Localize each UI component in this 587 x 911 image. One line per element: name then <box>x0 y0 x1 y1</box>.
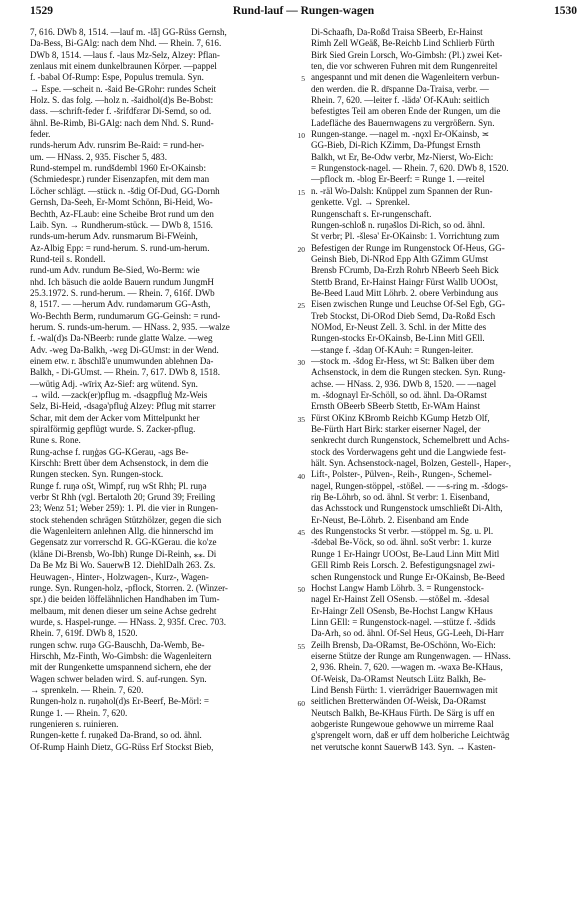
text-line: Kirschh: Brett über dem Achsenstock, in dem die <box>30 458 209 469</box>
left-column <box>30 27 293 907</box>
line-number: 30 <box>297 358 305 368</box>
text-line: genkette. Vgl. → Sprenkel. <box>311 197 410 208</box>
text-line: -šdebǝl Be-Vöck, so od. ähnl. soSt verbr: 1. kurze <box>311 537 492 548</box>
text-line: Heuwagen-, Hinter-, Holzwagen-, Kurz-, Wagen- <box>30 571 209 582</box>
text-line: (Schmiedespr.) runder Eisenzapfen, mit dem man <box>30 174 210 185</box>
text-line: Selz, Bi-Heid, -dsagǝ'pfluġ Alzey: Pflug mit starrer <box>30 401 216 412</box>
text-line: Bechth, Az-FLaub: eine Scheibe Brot rund um den <box>30 208 214 219</box>
text-line: aobgeriste Rungewoue gehowwe un mirreme Raal <box>311 718 494 729</box>
text-line: 25.3.1972. S. rund-herum. — Rhein. 7, 616f. DWb <box>30 287 215 298</box>
text-line: Ladefläche des Bauernwagens zu vergrößern. Syn. <box>311 117 495 128</box>
text-line: Rungen-schloß n. ruŋǝšlos Di-Rich, so od. ähnl. <box>311 219 485 230</box>
text-line: Be-Beed Laud Mitt Löhrb. 2. obere Verbindung aus <box>311 287 499 298</box>
text-line: —stange f. -šdaŋ Of-KAuh: = Rungen-leiter. <box>311 344 474 355</box>
text-line: Brensb FCrumb, Da-Erzh Rohrb NBeerb Seeh Bick <box>311 265 499 276</box>
text-line: ähnl. Be-Rimb, Bi-GAlg: nach dem Nhd. S. Rund- <box>30 117 214 128</box>
line-number: 40 <box>297 471 305 481</box>
text-line: Di-Schaafh, Da-Roßd Traisa SBeerb, Er-Hainst <box>311 27 483 37</box>
text-line: Balkh, wt Er, Be-Odw verbr, Mz-Nierst, Wo-Eich: <box>311 151 494 162</box>
text-line: Hochst Langw Hamb Löhrb. 3. = Rungenstock- <box>311 582 484 593</box>
left-page-number: 1529 <box>30 5 53 17</box>
text-line: Rund-teil s. Rondell. <box>30 253 106 264</box>
text-line: achse. — HNass. 2, 936. DWb 8, 1520. — —nagel <box>311 378 497 389</box>
text-line: Rungen-stange. —nagel m. -nǫxl Er-OKainsb, ≍ <box>311 129 490 140</box>
text-line: (kläne Di-Brensb, Wo-Ibh) Runge Di-Reinh, ⁎⁎. Di <box>30 548 217 559</box>
text-line: GG-Bieb, Di-Rich KZimm, Da-Pfungst Ernsth <box>311 140 481 151</box>
text-line: Wo-Bechth Berm, rundumǝrum GG-Geinsh: = rund- <box>30 310 221 321</box>
text-line: —wütig Adj. -wīriҳ Az-Sief: arg wütend. Syn. <box>30 378 198 389</box>
text-line: = Rungenstock-nagel. — Rhein. 7, 620. DWb 8, 1520. <box>311 163 509 174</box>
text-line: nagel Er-Hainst Zell OSensb. —stößel m. -šdesǝl <box>311 594 490 605</box>
text-line: Lind Bensh Fürth: 1. vierrädriger Bauernwagen mit <box>311 684 498 695</box>
text-line: 2, 936. Rhein. 7, 620. —wagen m. -waxǝ Be-KHaus, <box>311 662 503 673</box>
text-line: Birk Sied Grein Lorsch, Wo-Gimbsh: (Pl.) zwei Ket- <box>311 49 503 60</box>
text-line: rund-um Adv. rundum Be-Sied, Wo-Berm: wie <box>30 265 200 276</box>
text-line: DWb 8, 1514. —laus f. -laus Mz-Selz, Alzey: Pflan- <box>30 49 220 60</box>
text-line: runds-herum Adv. runsrim Be-Raid: = rund-her- <box>30 140 205 151</box>
text-line: Fürst OKinz KBromb Reichb KGump Hetzb Olf, <box>311 412 490 423</box>
page-header <box>30 5 577 23</box>
text-line: stock des Vorderwagens geht und die Langwiede fest- <box>311 446 506 457</box>
text-line: 8, 1517. — —herum Adv. rundǝmǝrum GG-Asth, <box>30 299 211 310</box>
text-line: runge. Syn. Rungen-holz, -pflock, Storren. 2. (Winzer- <box>30 582 228 593</box>
text-line: Gegensatz zur vorrerschd R. GG-KGerau. die ko'ze <box>30 537 217 548</box>
text-line: spr.) die beiden löffelähnlichen Handhaben im Tum- <box>30 594 220 605</box>
text-line: Rungen-stocks Er-OKainsb, Be-Linn Mitl GEll. <box>311 333 485 344</box>
text-line: Geinsh Bieb, Di-NRod Epp Alth GZimm GUmst <box>311 253 489 264</box>
text-line: wurde, s. Haspel-runge. — HNass. 2, 935f. Crec. 703. <box>30 616 226 627</box>
text-line: Achsenstock, in dem die Rungen stecken. Syn. Rung- <box>311 367 506 378</box>
text-line: GEll Rimb Reis Lorsch. 2. Befestigungsnagel zwi- <box>311 560 495 571</box>
text-line: Hirschh, Mz-Finth, Wo-Gimbsh: die Wagenleitern <box>30 650 212 661</box>
text-line: Lift-, Polster-, Pülven-, Reih-, Rungen-, Schemel- <box>311 469 492 480</box>
line-number: 20 <box>297 244 305 254</box>
text-line: Adv. -weg Da-Balkh, -wɛg Di-GUmst: in der Wend. <box>30 344 219 355</box>
text-line: Ernsth OBeerb SBeerb Stettb, Er-WAm Hainst <box>311 401 481 412</box>
text-line: → sprenkeln. — Rhein. 7, 620. <box>30 684 144 695</box>
text-line: 7, 616. DWb 8, 1514. —lauf m. -lǟ] GG-Rüss Gernsh, <box>30 27 227 37</box>
text-line: Runge f. ruŋǝ oSt, Wimpf, ruŋ wSt Rhh; Pl. ruŋǝ <box>30 480 207 491</box>
text-line: Rungenschaft s. Er-rungenschaft. <box>311 208 432 219</box>
text-line: Linn GEll: = Rungenstock-nagel. —stütze f. -šdids <box>311 616 496 627</box>
text-line: Löcher schlägt. —stück n. -šdig Of-Dud, GG-Dornh <box>30 185 220 196</box>
text-line: befestigtes Teil am oberen Ende der Rungen, um die <box>311 106 501 117</box>
text-line: Balkh, - Di-GUmst. — Rhein. 7, 617. DWb 8, 1518. <box>30 367 220 378</box>
text-line: stock stehenden schrägen Stützhölzer, gegen die sich <box>30 514 222 525</box>
text-line: Eisen zwischen Runge und Leuchse Of-Sel Egb, GG- <box>311 299 505 310</box>
line-number: 10 <box>297 131 305 141</box>
text-line: dass. —schrift-feder f. -šrifdfɛrǝr Di-Semd, so od. <box>30 106 212 117</box>
text-line: Rhein. 7, 620. —leiter f. -lädǝ' Of-KAuh: seitlich <box>311 95 490 106</box>
line-number: 25 <box>297 301 305 311</box>
line-number: 55 <box>297 641 305 651</box>
text-line: einem etw. r. ābschlǟ'e unumwunden ablehnen Da- <box>30 355 214 366</box>
text-line: des Rungenstocks St verbr. —stöppel m. Sg. u. Pl. <box>311 526 494 537</box>
text-line: net verutsche konnt SauerwB 143. Syn. → Kasten- <box>311 741 496 752</box>
text-line: Rungen stecken. Syn. Rungen-stock. <box>30 469 164 480</box>
text-line: rungenieren s. ruinieren. <box>30 718 119 729</box>
text-line: n. -räl Wo-Dalsh: Knüppel zum Spannen der Run- <box>311 185 493 196</box>
text-line: Holz. S. das folg. —holz n. -šaidhol(d)s Be-Bobst: <box>30 95 214 106</box>
line-number-gutter <box>287 27 307 907</box>
text-line: —stock m. -šdog Er-Hess, wt St: Balken über dem <box>311 355 495 366</box>
text-line: Wagen schwer beladen wird. S. auf-rungen. Syn. <box>30 673 207 684</box>
text-line: Treb Stockst, Di-ORod Dieb Semd, Da-Roßd Esch <box>311 310 496 321</box>
text-line: Er-Neust, Be-Löhrb. 2. Eisenband am Ende <box>311 514 469 525</box>
text-line: Rungen-holz n. ruŋǝhol(d)s Er-Beerf, Be-Mörl: = <box>30 696 209 707</box>
text-line: Da Be Mz Bi Wo. SauerwB 12. DiehlDalh 263. Zs. <box>30 560 216 571</box>
text-line: Rung-achse f. ruŋġǝs GG-KGerau, -ags Be- <box>30 446 189 457</box>
text-line: zenlaus mit einem dunkelbraunen Körper. —pappel <box>30 61 217 72</box>
text-line: g'sprengelt worn, daß er uff dem holberiche Leichtwäg <box>311 730 510 741</box>
text-line: nagel, Rungen-stöppel, -stößel. — —s-ring m. -šdogs- <box>311 480 508 491</box>
text-line: den werden. die R. dr̄spanne Da-Traisa, verbr. — <box>311 83 489 94</box>
text-line: riŋ Be-Löhrb, so od. ähnl. St verbr: 1. Eisenband, <box>311 492 490 503</box>
text-line: Laib. Syn. → Rundherum-stück. — DWb 8, 1516. <box>30 219 213 230</box>
text-line: Rund-stempel m. rundšdembl 1960 Er-OKainsb: <box>30 163 206 174</box>
text-line: Da-Bess, Bi-GAlg: nach dem Nhd. — Rhein. 7, 616. <box>30 38 222 49</box>
text-line: spiralförmig gepflügt wurde. S. Zacker-pflug. <box>30 424 196 435</box>
text-line: Rungen-kette f. ruŋǝkeḋ Da-Brand, so od. ähnl. <box>30 730 202 741</box>
text-line: das Achsstock und Rungenstock umschließt Di-Alth, <box>311 503 503 514</box>
text-line: Stettb Brand, Er-Hainst Haingr Fürst Wallb UOOst, <box>311 276 498 287</box>
text-line: —pflock m. -blog Er-Beerf: = Runge 1. —reitel <box>311 174 485 185</box>
text-line: mit der Rungenkette umspannend sichern, ehe der <box>30 662 212 673</box>
text-line: Schar, mit dem der Acker vom Mittelpunkt her <box>30 412 200 423</box>
text-line: herum. S. runds-um-herum. — HNass. 2, 935. —walze <box>30 321 230 332</box>
text-line: f. -babǝl Of-Rump: Espe, Populus tremula. Syn. <box>30 72 204 83</box>
text-line: Of-Rump Hainh Dietz, GG-Rüss Erf Stockst Bieb, <box>30 741 214 752</box>
text-line: Gernsh, Da-Seeh, Er-Momt Schönn, Bi-Heid, Wo- <box>30 197 213 208</box>
text-line: seitlichen Bretterwänden Of-Weisk, Da-ORamst <box>311 696 487 707</box>
text-line: Da-Arh, so od. ähnl. Of-Sel Heus, GG-Leeh, Di-Harr <box>311 628 504 639</box>
text-line: NOMod, Er-Neust Zell. 3. Schl. in der Mitte des <box>311 321 487 332</box>
text-line: nhd. Ich bäsuch die aolde Bauern rundum JungmH <box>30 276 214 287</box>
text-line: Az-Albig Epp: = rund-herum. S. rund-um-herum. <box>30 242 210 253</box>
text-line: hält. Syn. Achsenstock-nagel, Bolzen, Gestell-, Haper-, <box>311 458 512 469</box>
line-number: 45 <box>297 528 305 538</box>
text-line: → Espe. —scheit n. -šaid Be-GRohr: rundes Scheit <box>30 83 217 94</box>
text-line: Befestigen der Runge im Rungenstock Of-Heus, GG- <box>311 242 505 253</box>
text-line: runds-um-herum Adv. runsmǝrum Bi-FWeinh, <box>30 231 198 242</box>
text-line: die Wagenleitern anlehnen Allg. die hinnerschd im <box>30 526 214 537</box>
running-title: Rund-lauf — Rungen-wagen <box>232 5 375 17</box>
text-line: verbr St Rhh (vgl. Bertaloth 20; Grund 39; Freiling <box>30 492 216 503</box>
line-number: 35 <box>297 414 305 424</box>
text-line: schen Rungenstock und Runge Er-OKainsb, Be-Beed <box>311 571 505 582</box>
line-number: 60 <box>297 698 305 708</box>
text-line: Rimh Zell WGeäß, Be-Reichb Lind Schlierb Fürth <box>311 38 495 49</box>
text-line: feder. <box>30 129 51 140</box>
text-line: Runge 1 Er-Haingr UOOst, Be-Laud Linn Mitt Mitl <box>311 548 500 559</box>
text-line: Er-Haingr Zell OSensb, Be-Hochst Langw KHaus <box>311 605 493 616</box>
text-line: Of-Weisk, Da-ORamst Neutsch Lütz Balkh, Be- <box>311 673 486 684</box>
text-line: senkrecht durch Rungenstock, Schemelbrett und Achs- <box>311 435 510 446</box>
text-line: Zeilh Brensb, Da-ORamst, Be-OSchönn, Wo-Eich: <box>311 639 496 650</box>
text-line: Be-Fürth Hart Birk: starker eiserner Nagel, der <box>311 424 481 435</box>
right-page-number: 1530 <box>554 5 577 17</box>
text-line: f. -wal(d)s Da-NBeerb: runde glatte Walze. —weg <box>30 333 213 344</box>
text-line: rungen schw. ruŋǝ GG-Bauschh, Da-Wemb, Be- <box>30 639 205 650</box>
text-line: Rhein. 7, 619f. DWb 8, 1520. <box>30 628 138 639</box>
text-line: m. -šdognayl Er-Schöll, so od. ähnl. Da-ORamst <box>311 390 487 400</box>
text-line: St verbr; Pl. -šlesǝ' Er-OKainsb: 1. Vorrichtung zum <box>311 231 500 242</box>
right-column <box>311 27 579 907</box>
text-line: Rune s. Rone. <box>30 435 81 446</box>
text-line: um. — HNass. 2, 935. Fischer 5, 483. <box>30 151 167 162</box>
text-line: ten, die vor schweren Fuhren mit dem Rungenreitel <box>311 61 498 72</box>
text-line: 23; Wenz 51; Weber 259): 1. Pl. die vier in Rungen- <box>30 503 219 514</box>
text-line: melbaum, mit denen dieser um seine Achse gedreht <box>30 605 217 616</box>
line-number: 50 <box>297 585 305 595</box>
text-line: eiserne Stütze der Runge am Rungenwagen. — HNass. <box>311 650 511 661</box>
text-line: Neutsch Balkh, Be-KHaus Fürth. De Särg is uff en <box>311 707 495 718</box>
text-line: angespannt und mit denen die Wagenleitern verbun- <box>311 72 500 83</box>
text-line: Runge 1. — Rhein. 7, 620. <box>30 707 128 718</box>
line-number: 5 <box>301 74 305 84</box>
line-number: 15 <box>297 187 305 197</box>
text-line: → wild. —zack(er)pflug m. -dsagpfluġ Mz-Weis <box>30 390 208 400</box>
